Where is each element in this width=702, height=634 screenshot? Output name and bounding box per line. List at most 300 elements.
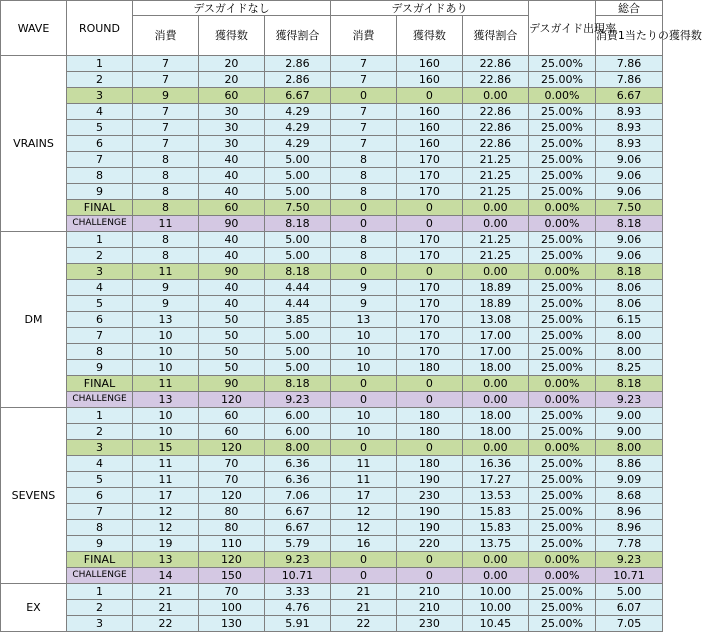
cell-round: 3: [66, 440, 132, 456]
cell-total: 7.78: [595, 536, 662, 552]
cell-total: 7.50: [595, 200, 662, 216]
table-row: [1, 504, 663, 520]
cell-a-ratio: 2.86: [264, 56, 330, 72]
cell-a-ratio: 6.67: [264, 520, 330, 536]
cell-total: 8.00: [595, 440, 662, 456]
cell-b-consume: 12: [330, 504, 396, 520]
cell-a-consume: 14: [132, 568, 198, 584]
table-row: [1, 328, 663, 344]
cell-b-consume: 7: [330, 104, 396, 120]
cell-b-consume: 8: [330, 152, 396, 168]
cell-deathguide-rate: 25.00%: [528, 408, 595, 424]
cell-total: 8.06: [595, 296, 662, 312]
table-row: [1, 136, 663, 152]
cell-total: 8.93: [595, 104, 662, 120]
table-row: [1, 312, 663, 328]
cell-b-ratio: 0.00: [462, 552, 528, 568]
cell-round: CHALLENGE: [66, 216, 132, 232]
table-row: [1, 296, 663, 312]
table-row: [1, 104, 663, 120]
cell-b-ratio: 0.00: [462, 88, 528, 104]
cell-a-consume: 8: [132, 248, 198, 264]
cell-total: 8.18: [595, 264, 662, 280]
cell-a-ratio: 2.86: [264, 72, 330, 88]
cell-deathguide-rate: 25.00%: [528, 120, 595, 136]
cell-a-consume: 10: [132, 424, 198, 440]
header-group-total: 総合: [595, 1, 662, 16]
cell-b-gain: 0: [396, 568, 462, 584]
cell-b-ratio: 22.86: [462, 136, 528, 152]
cell-round: 4: [66, 104, 132, 120]
cell-a-consume: 13: [132, 392, 198, 408]
cell-round: 8: [66, 344, 132, 360]
cell-a-ratio: 6.67: [264, 504, 330, 520]
cell-b-ratio: 21.25: [462, 168, 528, 184]
cell-round: CHALLENGE: [66, 392, 132, 408]
cell-round: 3: [66, 264, 132, 280]
cell-round: 1: [66, 584, 132, 600]
cell-deathguide-rate: 25.00%: [528, 280, 595, 296]
cell-a-ratio: 4.29: [264, 120, 330, 136]
cell-a-gain: 120: [198, 552, 264, 568]
cell-round: 5: [66, 472, 132, 488]
cell-a-gain: 70: [198, 472, 264, 488]
cell-total: 6.67: [595, 88, 662, 104]
cell-b-consume: 21: [330, 584, 396, 600]
cell-b-gain: 0: [396, 376, 462, 392]
cell-round: 8: [66, 520, 132, 536]
cell-a-consume: 12: [132, 520, 198, 536]
cell-total: 8.68: [595, 488, 662, 504]
table-row: [1, 568, 663, 584]
cell-deathguide-rate: 0.00%: [528, 392, 595, 408]
cell-deathguide-rate: 0.00%: [528, 440, 595, 456]
cell-a-ratio: 4.29: [264, 104, 330, 120]
header-per-consume: 消費1当たりの獲得数: [595, 16, 662, 56]
cell-a-consume: 12: [132, 504, 198, 520]
cell-b-consume: 0: [330, 568, 396, 584]
cell-total: 9.00: [595, 408, 662, 424]
header-b-gain: 獲得数: [396, 16, 462, 56]
table-row: [1, 184, 663, 200]
cell-deathguide-rate: 25.00%: [528, 168, 595, 184]
cell-a-ratio: 3.33: [264, 584, 330, 600]
cell-b-consume: 11: [330, 472, 396, 488]
cell-b-consume: 9: [330, 280, 396, 296]
cell-b-gain: 170: [396, 232, 462, 248]
cell-round: 9: [66, 360, 132, 376]
cell-a-gain: 20: [198, 56, 264, 72]
cell-a-ratio: 5.00: [264, 360, 330, 376]
cell-round: 2: [66, 600, 132, 616]
cell-total: 8.96: [595, 520, 662, 536]
cell-round: 2: [66, 72, 132, 88]
header-round: ROUND: [66, 1, 132, 56]
cell-a-ratio: 5.00: [264, 248, 330, 264]
cell-a-gain: 50: [198, 344, 264, 360]
cell-b-consume: 7: [330, 120, 396, 136]
table-row: [1, 56, 663, 72]
table-row: [1, 488, 663, 504]
cell-a-consume: 11: [132, 264, 198, 280]
cell-a-gain: 130: [198, 616, 264, 632]
cell-b-consume: 10: [330, 344, 396, 360]
cell-a-ratio: 6.67: [264, 88, 330, 104]
cell-deathguide-rate: 25.00%: [528, 152, 595, 168]
cell-b-ratio: 15.83: [462, 520, 528, 536]
cell-b-gain: 230: [396, 616, 462, 632]
cell-b-consume: 10: [330, 360, 396, 376]
cell-round: 3: [66, 616, 132, 632]
cell-round: 4: [66, 280, 132, 296]
cell-deathguide-rate: 0.00%: [528, 552, 595, 568]
cell-round: 7: [66, 504, 132, 520]
cell-a-ratio: 7.50: [264, 200, 330, 216]
cell-b-consume: 21: [330, 600, 396, 616]
cell-a-ratio: 9.23: [264, 552, 330, 568]
cell-b-ratio: 0.00: [462, 264, 528, 280]
cell-round: 2: [66, 424, 132, 440]
cell-a-gain: 70: [198, 584, 264, 600]
cell-deathguide-rate: 25.00%: [528, 56, 595, 72]
cell-b-ratio: 13.75: [462, 536, 528, 552]
cell-total: 6.07: [595, 600, 662, 616]
cell-deathguide-rate: 25.00%: [528, 312, 595, 328]
cell-a-consume: 11: [132, 472, 198, 488]
cell-a-gain: 40: [198, 152, 264, 168]
cell-b-consume: 0: [330, 200, 396, 216]
cell-total: 8.18: [595, 376, 662, 392]
cell-round: 9: [66, 536, 132, 552]
cell-round: CHALLENGE: [66, 568, 132, 584]
cell-b-gain: 180: [396, 424, 462, 440]
cell-round: 1: [66, 408, 132, 424]
cell-round: 1: [66, 232, 132, 248]
cell-b-consume: 0: [330, 552, 396, 568]
table-row: [1, 440, 663, 456]
cell-b-gain: 170: [396, 344, 462, 360]
table-row: [1, 456, 663, 472]
cell-a-gain: 80: [198, 520, 264, 536]
cell-b-ratio: 10.00: [462, 584, 528, 600]
cell-a-gain: 30: [198, 136, 264, 152]
cell-round: 9: [66, 184, 132, 200]
table-row: [1, 536, 663, 552]
cell-total: 8.00: [595, 344, 662, 360]
cell-a-gain: 100: [198, 600, 264, 616]
cell-b-ratio: 18.00: [462, 408, 528, 424]
cell-b-consume: 8: [330, 248, 396, 264]
cell-b-consume: 8: [330, 168, 396, 184]
cell-b-consume: 13: [330, 312, 396, 328]
cell-round: FINAL: [66, 552, 132, 568]
cell-b-gain: 190: [396, 520, 462, 536]
header-b-ratio: 獲得割合: [462, 16, 528, 56]
cell-b-ratio: 18.89: [462, 280, 528, 296]
cell-a-consume: 10: [132, 408, 198, 424]
cell-a-consume: 8: [132, 184, 198, 200]
cell-b-ratio: 18.00: [462, 360, 528, 376]
header-a-gain: 獲得数: [198, 16, 264, 56]
cell-b-gain: 0: [396, 440, 462, 456]
cell-deathguide-rate: 25.00%: [528, 344, 595, 360]
cell-total: 7.86: [595, 72, 662, 88]
cell-a-gain: 90: [198, 376, 264, 392]
cell-a-gain: 50: [198, 312, 264, 328]
cell-a-ratio: 5.00: [264, 344, 330, 360]
cell-b-consume: 11: [330, 456, 396, 472]
cell-b-gain: 170: [396, 312, 462, 328]
cell-round: 5: [66, 296, 132, 312]
table-row: [1, 200, 663, 216]
cell-b-gain: 160: [396, 104, 462, 120]
cell-b-consume: 17: [330, 488, 396, 504]
cell-a-consume: 11: [132, 216, 198, 232]
cell-b-consume: 9: [330, 296, 396, 312]
cell-a-consume: 15: [132, 440, 198, 456]
cell-b-ratio: 0.00: [462, 392, 528, 408]
cell-b-consume: 0: [330, 88, 396, 104]
table-body: [1, 56, 663, 632]
cell-b-gain: 0: [396, 392, 462, 408]
cell-total: 8.25: [595, 360, 662, 376]
cell-b-gain: 0: [396, 88, 462, 104]
cell-round: 8: [66, 168, 132, 184]
cell-deathguide-rate: 25.00%: [528, 248, 595, 264]
cell-a-consume: 10: [132, 360, 198, 376]
cell-b-gain: 170: [396, 152, 462, 168]
cell-round: 1: [66, 56, 132, 72]
cell-a-ratio: 5.91: [264, 616, 330, 632]
cell-a-consume: 11: [132, 376, 198, 392]
cell-b-gain: 0: [396, 552, 462, 568]
cell-b-consume: 10: [330, 328, 396, 344]
cell-total: 9.23: [595, 392, 662, 408]
cell-a-consume: 10: [132, 344, 198, 360]
cell-round: 4: [66, 456, 132, 472]
cell-b-gain: 180: [396, 408, 462, 424]
cell-a-ratio: 6.00: [264, 408, 330, 424]
cell-b-gain: 180: [396, 360, 462, 376]
cell-b-ratio: 0.00: [462, 440, 528, 456]
cell-total: 9.09: [595, 472, 662, 488]
cell-a-gain: 30: [198, 120, 264, 136]
header-b-consume: 消費: [330, 16, 396, 56]
cell-a-consume: 13: [132, 312, 198, 328]
cell-round: 6: [66, 136, 132, 152]
cell-deathguide-rate: 25.00%: [528, 184, 595, 200]
table-row: [1, 216, 663, 232]
cell-total: 9.23: [595, 552, 662, 568]
cell-round: 5: [66, 120, 132, 136]
table-row: [1, 408, 663, 424]
header-group-deathguide: デスガイドあり: [330, 1, 528, 16]
cell-a-ratio: 5.00: [264, 328, 330, 344]
cell-b-ratio: 17.27: [462, 472, 528, 488]
table-row: [1, 344, 663, 360]
table-row: [1, 424, 663, 440]
cell-b-ratio: 13.53: [462, 488, 528, 504]
cell-deathguide-rate: 25.00%: [528, 424, 595, 440]
cell-a-consume: 9: [132, 296, 198, 312]
cell-deathguide-rate: 25.00%: [528, 536, 595, 552]
cell-a-consume: 7: [132, 104, 198, 120]
header-deathguide-rate: デスガイド出現率: [528, 1, 595, 56]
cell-b-gain: 0: [396, 200, 462, 216]
header-a-ratio: 獲得割合: [264, 16, 330, 56]
wave-label: DM: [1, 232, 67, 408]
cell-a-ratio: 5.00: [264, 152, 330, 168]
cell-a-ratio: 3.85: [264, 312, 330, 328]
table-row: [1, 248, 663, 264]
cell-a-consume: 9: [132, 280, 198, 296]
cell-b-consume: 7: [330, 72, 396, 88]
cell-a-ratio: 8.18: [264, 376, 330, 392]
cell-b-ratio: 18.89: [462, 296, 528, 312]
cell-round: 6: [66, 488, 132, 504]
cell-a-ratio: 8.00: [264, 440, 330, 456]
cell-a-consume: 9: [132, 88, 198, 104]
table-row: [1, 584, 663, 600]
cell-a-ratio: 5.00: [264, 184, 330, 200]
cell-b-ratio: 21.25: [462, 232, 528, 248]
cell-a-gain: 40: [198, 296, 264, 312]
cell-a-gain: 60: [198, 424, 264, 440]
cell-a-consume: 8: [132, 232, 198, 248]
cell-b-gain: 190: [396, 472, 462, 488]
cell-deathguide-rate: 0.00%: [528, 376, 595, 392]
header-group-no-deathguide: デスガイドなし: [132, 1, 330, 16]
cell-a-gain: 120: [198, 440, 264, 456]
cell-a-gain: 20: [198, 72, 264, 88]
cell-a-consume: 10: [132, 328, 198, 344]
cell-deathguide-rate: 0.00%: [528, 264, 595, 280]
cell-b-gain: 190: [396, 504, 462, 520]
cell-deathguide-rate: 25.00%: [528, 136, 595, 152]
cell-a-consume: 8: [132, 200, 198, 216]
cell-a-consume: 13: [132, 552, 198, 568]
cell-b-gain: 170: [396, 184, 462, 200]
cell-a-ratio: 5.00: [264, 232, 330, 248]
cell-total: 8.18: [595, 216, 662, 232]
cell-a-gain: 50: [198, 360, 264, 376]
cell-b-consume: 0: [330, 392, 396, 408]
cell-b-ratio: 13.08: [462, 312, 528, 328]
header-wave: WAVE: [1, 1, 67, 56]
cell-b-consume: 0: [330, 440, 396, 456]
cell-b-ratio: 0.00: [462, 200, 528, 216]
cell-b-gain: 170: [396, 248, 462, 264]
cell-a-consume: 7: [132, 72, 198, 88]
cell-a-consume: 7: [132, 56, 198, 72]
cell-a-ratio: 4.29: [264, 136, 330, 152]
cell-b-consume: 10: [330, 424, 396, 440]
cell-a-consume: 8: [132, 152, 198, 168]
cell-a-gain: 70: [198, 456, 264, 472]
cell-round: 6: [66, 312, 132, 328]
cell-deathguide-rate: 25.00%: [528, 616, 595, 632]
cell-b-ratio: 0.00: [462, 376, 528, 392]
cell-b-ratio: 17.00: [462, 344, 528, 360]
cell-a-consume: 17: [132, 488, 198, 504]
cell-a-ratio: 8.18: [264, 216, 330, 232]
cell-b-ratio: 0.00: [462, 216, 528, 232]
table-row: [1, 616, 663, 632]
cell-b-consume: 8: [330, 184, 396, 200]
cell-deathguide-rate: 25.00%: [528, 360, 595, 376]
cell-a-consume: 22: [132, 616, 198, 632]
cell-b-ratio: 10.45: [462, 616, 528, 632]
table-row: [1, 376, 663, 392]
cell-round: 2: [66, 248, 132, 264]
cell-total: 5.00: [595, 584, 662, 600]
cell-b-ratio: 18.00: [462, 424, 528, 440]
cell-total: 7.86: [595, 56, 662, 72]
cell-a-gain: 80: [198, 504, 264, 520]
cell-deathguide-rate: 25.00%: [528, 600, 595, 616]
cell-b-gain: 230: [396, 488, 462, 504]
cell-b-ratio: 0.00: [462, 568, 528, 584]
cell-a-consume: 8: [132, 168, 198, 184]
cell-deathguide-rate: 25.00%: [528, 72, 595, 88]
cell-a-ratio: 5.00: [264, 168, 330, 184]
cell-a-ratio: 4.44: [264, 296, 330, 312]
cell-b-consume: 8: [330, 232, 396, 248]
cell-a-gain: 40: [198, 184, 264, 200]
cell-total: 9.06: [595, 248, 662, 264]
cell-b-gain: 220: [396, 536, 462, 552]
table-row: [1, 120, 663, 136]
cell-a-gain: 60: [198, 88, 264, 104]
cell-a-ratio: 4.44: [264, 280, 330, 296]
table-row: [1, 280, 663, 296]
header-a-consume: 消費: [132, 16, 198, 56]
wave-label: EX: [1, 584, 67, 632]
table-row: [1, 72, 663, 88]
table-row: [1, 232, 663, 248]
cell-deathguide-rate: 25.00%: [528, 328, 595, 344]
table-row: [1, 600, 663, 616]
cell-total: 10.71: [595, 568, 662, 584]
cell-b-gain: 160: [396, 72, 462, 88]
cell-a-gain: 50: [198, 328, 264, 344]
cell-b-gain: 170: [396, 168, 462, 184]
cell-deathguide-rate: 25.00%: [528, 232, 595, 248]
cell-round: 7: [66, 152, 132, 168]
cell-b-ratio: 22.86: [462, 72, 528, 88]
cell-a-gain: 120: [198, 392, 264, 408]
cell-b-gain: 160: [396, 136, 462, 152]
cell-deathguide-rate: 0.00%: [528, 568, 595, 584]
cell-a-ratio: 6.36: [264, 456, 330, 472]
cell-b-ratio: 16.36: [462, 456, 528, 472]
cell-b-gain: 210: [396, 600, 462, 616]
cell-a-consume: 7: [132, 136, 198, 152]
cell-a-gain: 90: [198, 216, 264, 232]
cell-a-ratio: 6.36: [264, 472, 330, 488]
cell-deathguide-rate: 25.00%: [528, 584, 595, 600]
cell-deathguide-rate: 0.00%: [528, 200, 595, 216]
cell-a-consume: 21: [132, 600, 198, 616]
cell-b-consume: 0: [330, 216, 396, 232]
cell-b-gain: 0: [396, 216, 462, 232]
wave-label: VRAINS: [1, 56, 67, 232]
cell-b-gain: 170: [396, 296, 462, 312]
cell-b-ratio: 21.25: [462, 152, 528, 168]
cell-total: 6.15: [595, 312, 662, 328]
cell-a-ratio: 4.76: [264, 600, 330, 616]
cell-b-consume: 12: [330, 520, 396, 536]
